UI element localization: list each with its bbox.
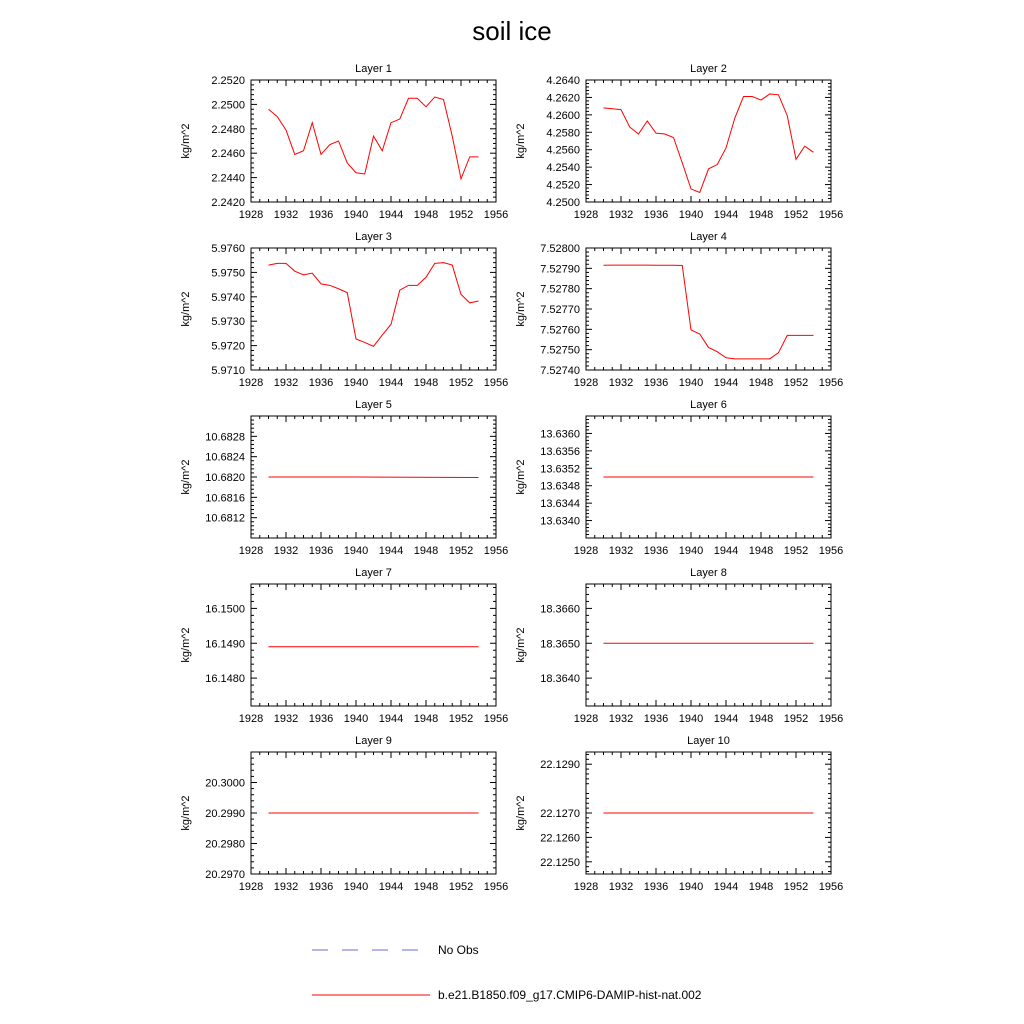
- plot-frame: [586, 80, 831, 202]
- y-axis-label: kg/m^2: [180, 291, 192, 327]
- panel-layer-8: [515, 567, 843, 725]
- y-tick-label: 16.1480: [205, 673, 245, 686]
- y-tick-label: 13.6348: [540, 480, 580, 493]
- y-tick-label: 13.6352: [540, 463, 580, 476]
- x-tick-label: 1948: [748, 209, 774, 221]
- y-tick-label: 13.6344: [540, 498, 580, 511]
- x-tick-label: 1956: [483, 881, 509, 893]
- plot-frame: [586, 248, 831, 370]
- y-tick-label: 16.1490: [205, 638, 245, 651]
- x-tick-label: 1932: [608, 545, 634, 557]
- x-tick-label: 1944: [378, 545, 404, 557]
- y-tick-label: 5.9720: [211, 340, 245, 353]
- x-tick-label: 1952: [783, 377, 809, 389]
- x-tick-label: 1944: [378, 377, 404, 389]
- x-tick-label: 1948: [748, 713, 774, 725]
- x-tick-label: 1928: [573, 377, 599, 389]
- y-tick-label: 7.52800: [540, 243, 580, 255]
- x-tick-label: 1932: [608, 377, 634, 389]
- panel-layer-1: [180, 63, 508, 221]
- plot-frame: [251, 248, 496, 370]
- x-tick-label: 1928: [238, 377, 264, 389]
- x-tick-label: 1940: [678, 881, 704, 893]
- panel-layer-4: [515, 231, 843, 389]
- x-tick-label: 1948: [748, 377, 774, 389]
- y-tick-label: 2.2500: [211, 99, 245, 112]
- series-line-1: [604, 265, 814, 359]
- y-tick-label: 22.1260: [540, 832, 580, 845]
- panel-layer-6: [515, 399, 843, 557]
- x-tick-label: 1944: [378, 209, 404, 221]
- x-tick-label: 1948: [413, 209, 439, 221]
- y-axis-label: kg/m^2: [515, 459, 527, 495]
- plot-frame: [251, 584, 496, 706]
- x-tick-label: 1936: [643, 377, 669, 389]
- x-tick-label: 1928: [238, 209, 264, 221]
- x-tick-label: 1932: [273, 377, 299, 389]
- y-tick-label: 7.52740: [540, 365, 580, 377]
- x-tick-label: 1932: [608, 881, 634, 893]
- x-tick-label: 1936: [643, 209, 669, 221]
- legend-label-model: b.e21.B1850.f09_g17.CMIP6-DAMIP-hist-nat.002: [438, 988, 702, 1002]
- y-tick-label: 7.52770: [540, 304, 580, 316]
- x-tick-label: 1956: [483, 713, 509, 725]
- panel-title: Layer 2: [690, 63, 727, 75]
- x-tick-label: 1928: [573, 713, 599, 725]
- figure-title: soil ice: [472, 16, 552, 46]
- x-tick-label: 1952: [783, 881, 809, 893]
- y-tick-label: 2.2520: [211, 75, 245, 87]
- panel-layer-9: [180, 735, 508, 893]
- y-tick-label: 22.1290: [540, 759, 580, 772]
- y-tick-label: 4.2500: [546, 197, 580, 209]
- plot-frame: [251, 80, 496, 202]
- x-tick-label: 1940: [343, 545, 369, 557]
- series-line-1: [269, 263, 479, 347]
- x-tick-label: 1952: [783, 545, 809, 557]
- y-tick-label: 4.2640: [546, 75, 580, 87]
- x-tick-label: 1944: [713, 377, 739, 389]
- x-tick-label: 1952: [448, 713, 474, 725]
- panel-title: Layer 7: [355, 567, 392, 579]
- y-tick-label: 20.3000: [205, 777, 245, 790]
- panel-layer-2: [515, 63, 843, 221]
- x-tick-label: 1928: [573, 545, 599, 557]
- panel-title: Layer 3: [355, 231, 392, 243]
- y-tick-label: 10.6816: [205, 492, 245, 505]
- y-tick-label: 4.2620: [546, 92, 580, 105]
- y-tick-label: 4.2560: [546, 144, 580, 157]
- x-tick-label: 1948: [413, 881, 439, 893]
- y-tick-label: 18.3660: [540, 603, 580, 616]
- x-tick-label: 1956: [483, 545, 509, 557]
- y-tick-label: 2.2480: [211, 123, 245, 136]
- y-tick-label: 2.2460: [211, 148, 245, 161]
- x-tick-label: 1952: [783, 209, 809, 221]
- x-tick-label: 1936: [308, 377, 334, 389]
- panel-layer-5: [180, 399, 508, 557]
- y-axis-label: kg/m^2: [515, 291, 527, 327]
- y-tick-label: 20.2980: [205, 838, 245, 851]
- x-tick-label: 1948: [748, 881, 774, 893]
- y-axis-label: kg/m^2: [180, 795, 192, 831]
- y-tick-label: 22.1270: [540, 808, 580, 820]
- y-tick-label: 10.6828: [205, 431, 245, 444]
- panel-title: Layer 1: [355, 63, 392, 75]
- x-tick-label: 1936: [643, 545, 669, 557]
- panel-layer-7: [180, 567, 508, 725]
- y-axis-label: kg/m^2: [180, 627, 192, 663]
- x-tick-label: 1948: [413, 377, 439, 389]
- y-axis-label: kg/m^2: [515, 627, 527, 663]
- x-tick-label: 1932: [273, 545, 299, 557]
- x-tick-label: 1956: [483, 209, 509, 221]
- x-tick-label: 1936: [308, 545, 334, 557]
- x-tick-label: 1932: [608, 713, 634, 725]
- x-tick-label: 1928: [238, 881, 264, 893]
- y-tick-label: 4.2520: [546, 179, 580, 192]
- x-tick-label: 1944: [713, 713, 739, 725]
- x-tick-label: 1940: [678, 713, 704, 725]
- panel-title: Layer 10: [687, 735, 730, 747]
- x-tick-label: 1932: [608, 209, 634, 221]
- x-tick-label: 1940: [343, 713, 369, 725]
- series-line-1: [604, 94, 814, 192]
- panel-layer-3: [180, 231, 508, 389]
- y-tick-label: 22.1250: [540, 856, 580, 869]
- y-tick-label: 10.6812: [205, 512, 245, 525]
- x-tick-label: 1936: [308, 713, 334, 725]
- x-tick-label: 1936: [643, 713, 669, 725]
- y-tick-label: 4.2540: [546, 162, 580, 175]
- x-tick-label: 1956: [818, 209, 844, 221]
- y-tick-label: 7.52790: [540, 263, 580, 276]
- chart-panels: [180, 63, 843, 893]
- x-tick-label: 1956: [818, 713, 844, 725]
- x-tick-label: 1952: [448, 881, 474, 893]
- x-tick-label: 1928: [238, 713, 264, 725]
- x-tick-label: 1936: [643, 881, 669, 893]
- y-tick-label: 5.9740: [211, 291, 245, 304]
- x-tick-label: 1952: [448, 377, 474, 389]
- y-tick-label: 4.2600: [546, 109, 580, 122]
- x-tick-label: 1932: [273, 881, 299, 893]
- y-tick-label: 16.1500: [205, 603, 245, 616]
- series-line-1: [269, 477, 479, 478]
- y-axis-label: kg/m^2: [180, 123, 192, 159]
- y-tick-label: 13.6360: [540, 428, 580, 441]
- x-tick-label: 1952: [783, 713, 809, 725]
- x-tick-label: 1952: [448, 545, 474, 557]
- y-tick-label: 10.6820: [205, 472, 245, 484]
- y-tick-label: 2.2420: [211, 197, 245, 209]
- x-tick-label: 1944: [713, 545, 739, 557]
- y-tick-label: 7.52750: [540, 344, 580, 357]
- x-tick-label: 1932: [273, 209, 299, 221]
- y-tick-label: 20.2990: [205, 808, 245, 820]
- x-tick-label: 1952: [448, 209, 474, 221]
- y-tick-label: 5.9760: [211, 243, 245, 255]
- y-tick-label: 10.6824: [205, 451, 245, 464]
- x-tick-label: 1928: [573, 881, 599, 893]
- y-tick-label: 5.9750: [211, 267, 245, 280]
- series-line-1: [269, 97, 479, 179]
- y-tick-label: 13.6356: [540, 445, 580, 458]
- panel-layer-10: [515, 735, 843, 893]
- plot-frame: [586, 584, 831, 706]
- panel-title: Layer 4: [690, 231, 727, 243]
- y-axis-label: kg/m^2: [515, 795, 527, 831]
- x-tick-label: 1940: [343, 377, 369, 389]
- panel-title: Layer 9: [355, 735, 392, 747]
- x-tick-label: 1948: [748, 545, 774, 557]
- x-tick-label: 1944: [378, 713, 404, 725]
- x-tick-label: 1948: [413, 545, 439, 557]
- x-tick-label: 1956: [818, 881, 844, 893]
- y-tick-label: 7.52760: [540, 324, 580, 337]
- x-tick-label: 1944: [713, 209, 739, 221]
- x-tick-label: 1956: [483, 377, 509, 389]
- y-axis-label: kg/m^2: [180, 459, 192, 495]
- y-tick-label: 13.6340: [540, 515, 580, 528]
- legend: [312, 943, 702, 1002]
- x-tick-label: 1940: [678, 545, 704, 557]
- x-tick-label: 1940: [678, 209, 704, 221]
- x-tick-label: 1936: [308, 209, 334, 221]
- x-tick-label: 1944: [713, 881, 739, 893]
- x-tick-label: 1948: [413, 713, 439, 725]
- legend-label-no-obs: No Obs: [438, 943, 479, 957]
- x-tick-label: 1940: [343, 881, 369, 893]
- panel-title: Layer 6: [690, 399, 727, 411]
- y-tick-label: 5.9710: [211, 365, 245, 377]
- y-tick-label: 7.52780: [540, 283, 580, 296]
- x-tick-label: 1956: [818, 545, 844, 557]
- panel-title: Layer 8: [690, 567, 727, 579]
- y-tick-label: 18.3650: [540, 638, 580, 651]
- x-tick-label: 1936: [308, 881, 334, 893]
- y-tick-label: 20.2970: [205, 869, 245, 881]
- y-tick-label: 18.3640: [540, 673, 580, 686]
- y-tick-label: 5.9730: [211, 316, 245, 329]
- x-tick-label: 1928: [238, 545, 264, 557]
- y-tick-label: 2.2440: [211, 172, 245, 185]
- y-axis-label: kg/m^2: [515, 123, 527, 159]
- x-tick-label: 1940: [678, 377, 704, 389]
- x-tick-label: 1940: [343, 209, 369, 221]
- panel-title: Layer 5: [355, 399, 392, 411]
- x-tick-label: 1956: [818, 377, 844, 389]
- y-tick-label: 4.2580: [546, 127, 580, 140]
- x-tick-label: 1944: [378, 881, 404, 893]
- x-tick-label: 1932: [273, 713, 299, 725]
- x-tick-label: 1928: [573, 209, 599, 221]
